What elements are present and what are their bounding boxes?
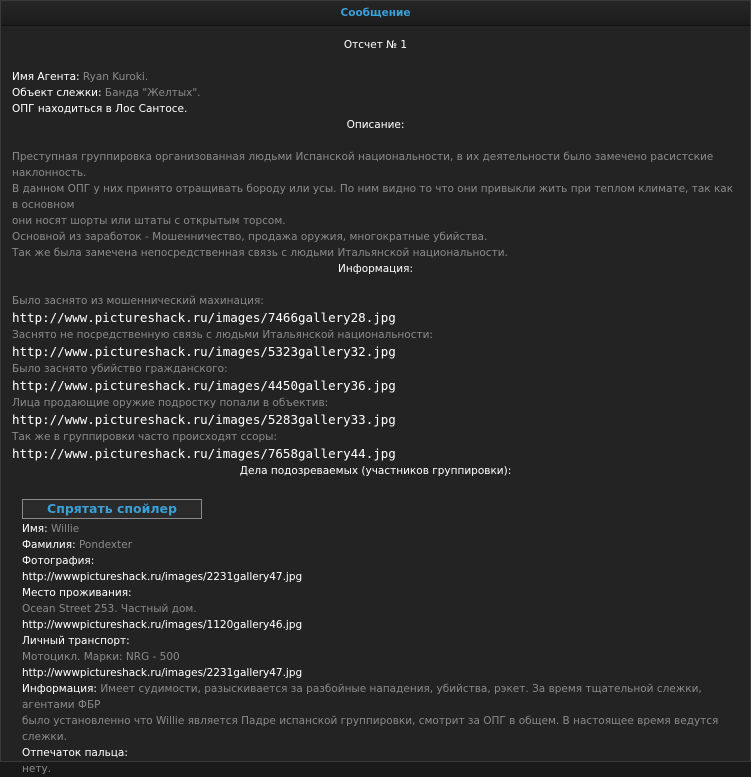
info-heading: Информация: xyxy=(338,263,413,275)
suspect-transport-label: Личный транспорт: xyxy=(22,635,130,647)
evidence-link-2[interactable]: http://www.pictureshack.ru/images/5323gallery32.jpg xyxy=(12,344,396,359)
evidence-caption-3: Было заснято убийство гражданского: xyxy=(12,363,228,375)
suspect-transport-value: Мотоцикл. Марки: NRG - 500 xyxy=(22,651,180,663)
agent-label: Имя Агента: xyxy=(12,71,80,83)
description-line-1: Преступная группировка организованная людьми Испанской национальности, в их деятельности было замечено расистские наклонность. xyxy=(12,151,714,179)
evidence-link-5[interactable]: http://www.pictureshack.ru/images/7658gallery44.jpg xyxy=(12,446,396,461)
suspect-residence-link[interactable]: http://wwwpictureshack.ru/images/1120gallery46.jpg xyxy=(22,619,303,631)
hide-spoiler-button[interactable]: Спрятать спойлер xyxy=(22,499,202,519)
location-line: ОПГ находиться в Лос Сантосе. xyxy=(12,103,188,115)
evidence-caption-5: Так же в группировки часто происходят ссоры: xyxy=(12,431,278,443)
suspect-info-line-2: было установленно что Willie является Падре испанской группировки, смотрит за ОПГ в общем. В настоящее время ведутся слежки. xyxy=(22,715,719,743)
agent-value: Ryan Kuroki. xyxy=(82,71,149,83)
suspect-residence-label: Место проживания: xyxy=(22,587,132,599)
suspect-name-label: Имя: xyxy=(22,523,48,535)
evidence-link-4[interactable]: http://www.pictureshack.ru/images/5283gallery33.jpg xyxy=(12,412,396,427)
message-header xyxy=(1,1,750,26)
description-line-5: Так же была замечена непосредственная связь с людьми Итальянской национальности. xyxy=(12,247,508,259)
spoiler-block xyxy=(12,493,739,777)
suspect-surname-label: Фамилия: xyxy=(22,539,76,551)
suspect-fingerprint-label: Отпечаток пальца: xyxy=(22,747,128,759)
evidence-link-3[interactable]: http://www.pictureshack.ru/images/4450gallery36.jpg xyxy=(12,378,396,393)
suspect-residence-value: Ocean Street 253. Частный дом. xyxy=(22,603,197,615)
suspect-name-line xyxy=(22,521,739,537)
suspect-info-line-1 xyxy=(22,681,739,713)
suspect-info-text-1: Имеет судимости, разыскивается за разбойные нападения, убийства, рэкет. За время тщательной слежки, агентами ФБР xyxy=(22,683,702,711)
message-header-title: Сообщение xyxy=(340,7,411,19)
description-line-3: они носят шорты или штаты с открытым торсом. xyxy=(12,215,286,227)
suspect-transport-link[interactable]: http://wwwpictureshack.ru/images/2231gallery47.jpg xyxy=(22,667,303,679)
suspects-heading: Дела подозреваемых (участников группировки): xyxy=(239,465,512,477)
suspect-info-label: Информация: xyxy=(22,683,97,695)
suspect-fingerprint-value: нету. xyxy=(22,763,51,775)
description-line-2: В данном ОПГ у них принято отращивать бороду или усы. По ним видно то что они привыкли жить при теплом климате, так как в основном xyxy=(12,183,734,211)
object-value: Банда "Желтых". xyxy=(104,87,201,99)
evidence-caption-4: Лица продающие оружие подростку попали в объектив: xyxy=(12,397,329,409)
agent-line xyxy=(12,69,739,85)
description-line-4: Основной из заработок - Мошенничество, продажа оружия, многократные убийства. xyxy=(12,231,488,243)
message-body xyxy=(1,26,750,777)
suspect-surname-value: Pondexter xyxy=(78,539,133,551)
object-label: Объект слежки: xyxy=(12,87,102,99)
suspect-name-value: Willie xyxy=(50,523,80,535)
object-line xyxy=(12,85,739,101)
description-heading: Описание: xyxy=(346,119,405,131)
report-title: Отсчет № 1 xyxy=(343,39,408,51)
evidence-caption-1: Было заснято из мошеннический махинация: xyxy=(12,295,264,307)
suspect-photo-label: Фотография: xyxy=(22,555,95,567)
suspect-surname-line xyxy=(22,537,739,553)
evidence-caption-2: Заснято не посредственную связь с людьми Итальянской национальности: xyxy=(12,329,433,341)
evidence-link-1[interactable]: http://www.pictureshack.ru/images/7466gallery28.jpg xyxy=(12,310,396,325)
suspect-photo-link[interactable]: http://wwwpictureshack.ru/images/2231gallery47.jpg xyxy=(22,571,303,583)
